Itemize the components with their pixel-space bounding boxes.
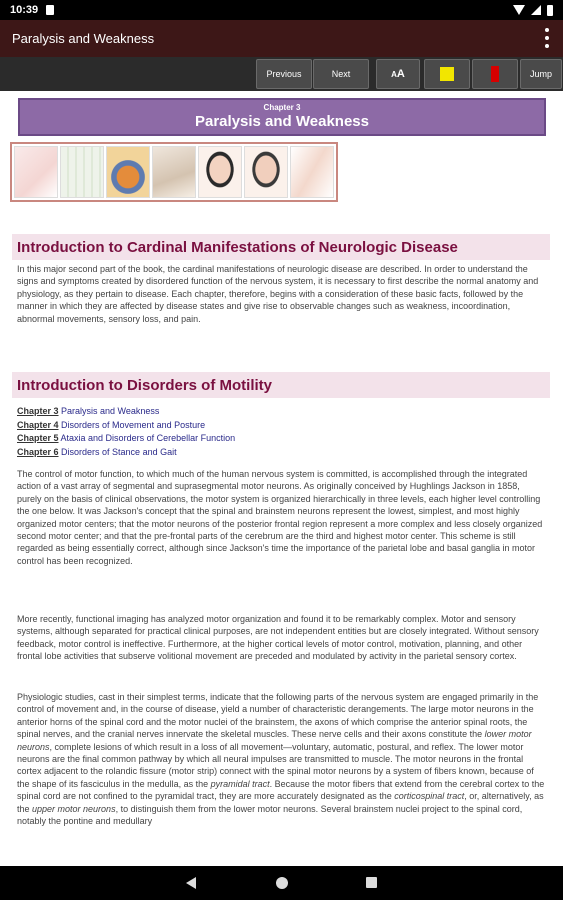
- system-nav-bar: [0, 866, 563, 900]
- back-icon[interactable]: [186, 877, 196, 889]
- app-bar: [0, 20, 563, 57]
- chapter-banner: [18, 98, 546, 136]
- wifi-icon: [513, 5, 525, 15]
- next-button[interactable]: Next: [313, 59, 369, 89]
- section-heading-motility: Introduction to Disorders of Motility: [12, 372, 550, 398]
- highlight-yellow-button[interactable]: [424, 59, 470, 89]
- recent-apps-icon[interactable]: [366, 877, 377, 888]
- font-size-icon: AA: [391, 68, 405, 80]
- status-icons: [513, 5, 553, 16]
- thumbnail-brain-map[interactable]: [106, 146, 150, 198]
- sd-card-icon: [46, 5, 54, 15]
- status-bar: [0, 0, 563, 20]
- chapter-content[interactable]: [0, 91, 563, 866]
- previous-button[interactable]: Previous: [256, 59, 312, 89]
- section-heading-cardinal: Introduction to Cardinal Manifestations of Neurologic Disease: [12, 234, 550, 260]
- chapter-title: Paralysis and Weakness: [195, 113, 369, 130]
- red-swatch-icon: [491, 66, 499, 82]
- reader-toolbar: [0, 57, 563, 91]
- chapter-label: Chapter 3: [263, 103, 301, 112]
- highlight-red-button[interactable]: [472, 59, 518, 89]
- thumbnail-face-right[interactable]: [244, 146, 288, 198]
- motility-paragraph-2: More recently, functional imaging has analyzed motor organization and found it to be remarkably complex. Motor and sensory systems, although separated for practical clinical purposes, are not independent entities but are closely integrated. Without sensory feedback, motor control is ineffective. Furthermore, at the higher cortical levels of motor control, motivation, planning, and other frontal lobe activities that subserve volitional movement are preceded and modulated by activity in the parietal sensory cortex.: [17, 614, 539, 662]
- font-size-button[interactable]: [376, 59, 420, 89]
- battery-icon: [547, 5, 553, 16]
- overflow-menu-icon[interactable]: [545, 28, 549, 48]
- signal-icon: [531, 5, 541, 15]
- motility-paragraph-1: The control of motor function, to which much of the human nervous system is committed, is accomplished through the integrated action of a vast array of segmental and suprasegmental motor neurons. As originally conceived by Hughlings Jackson in 1858, purely on the basis of clinical observations, the motor system is organized hierarchically in three levels, each higher level controlling the one below. It was Jackson's concept that the spinal and brainstem neurons represent the lowest, simplest, and most highly organized motor centers; that the motor neurons of the posterior frontal region represent a more complex and less closely organized second motor center; and that the pre-frontal parts of the cerebrum are the third and highest motor center. This scheme is still regarded as being essentially correct, although since Jackson's time the importance of the parietal lobe and basal ganglia in motor control has been recognized.: [17, 469, 543, 566]
- figure-thumbnails: [10, 142, 338, 202]
- thumbnail-limb-sketch[interactable]: [152, 146, 196, 198]
- motility-paragraph-3: Physiologic studies, cast in their simplest terms, indicate that the following parts of the nervous system are engaged primarily in the control of movement and, in the course of disease, yield a number of characteristic derangements. The large motor neurons in the anterior horns of the spinal cord and the motor nuclei of the brainstem, the axons of which comprise the anterior spinal roots, the spinal nerves, and the cranial nerves innervate the skeletal muscles. These nerve cells and their axons constitute the lower motor neurons, complete lesions of which result in a loss of all movement—voluntary, automatic, postural, and reflex. The lower motor neurons are the final common pathway by which all neural impulses are transmitted to muscle. The motor neurons in the frontal cortex adjacent to the rolandic fissure (motor strip) connect with the spinal motor neurons by a system of fibers known, because of the shape of its fasciculus in the medulla, as the pyramidal tract. Because the motor fibers that extend from the cerebral cortex to the spinal cord are not confined to the pyramidal tract, they are more accurately designated as the corticospinal tract, or, alternatively, as the upper motor neurons, to distinguish them from the lower motor neurons. Several brainstem nuclei project to the spinal cord, notably the pontine and medullary: [17, 692, 545, 827]
- thumbnail-face-left[interactable]: [198, 146, 242, 198]
- chapter-link[interactable]: Chapter 5 Ataxia and Disorders of Cerebellar Function: [17, 433, 236, 443]
- chapter-link-list: [17, 405, 235, 459]
- thumbnail-anatomy-sketch[interactable]: [14, 146, 58, 198]
- yellow-swatch-icon: [440, 67, 454, 81]
- home-icon[interactable]: [276, 877, 288, 889]
- thumbnail-nerve-diagram[interactable]: [60, 146, 104, 198]
- section-cardinal-text: In this major second part of the book, the cardinal manifestations of neurologic disease are described. In order to understand the signs and symptoms created by disordered function of the nervous system, it is necessary to first describe the normal anatomy and physiology, as they pertain to disease. Each chapter, therefore, begins with a consideration of these basic facts, followed by the manner in which they are affected by disease states and give rise to observable changes such as weakness, incoordination, abnormal movements, sensory loss, and pain.: [17, 264, 539, 324]
- status-time: 10:39: [10, 4, 39, 16]
- chapter-link[interactable]: Chapter 6 Disorders of Stance and Gait: [17, 446, 177, 457]
- jump-button[interactable]: Jump: [520, 59, 562, 89]
- thumbnail-arm-sketch[interactable]: [290, 146, 334, 198]
- chapter-link[interactable]: Chapter 4 Disorders of Movement and Posture: [17, 419, 206, 430]
- chapter-link[interactable]: Chapter 3 Paralysis and Weakness: [17, 406, 160, 416]
- app-title: Paralysis and Weakness: [12, 31, 155, 46]
